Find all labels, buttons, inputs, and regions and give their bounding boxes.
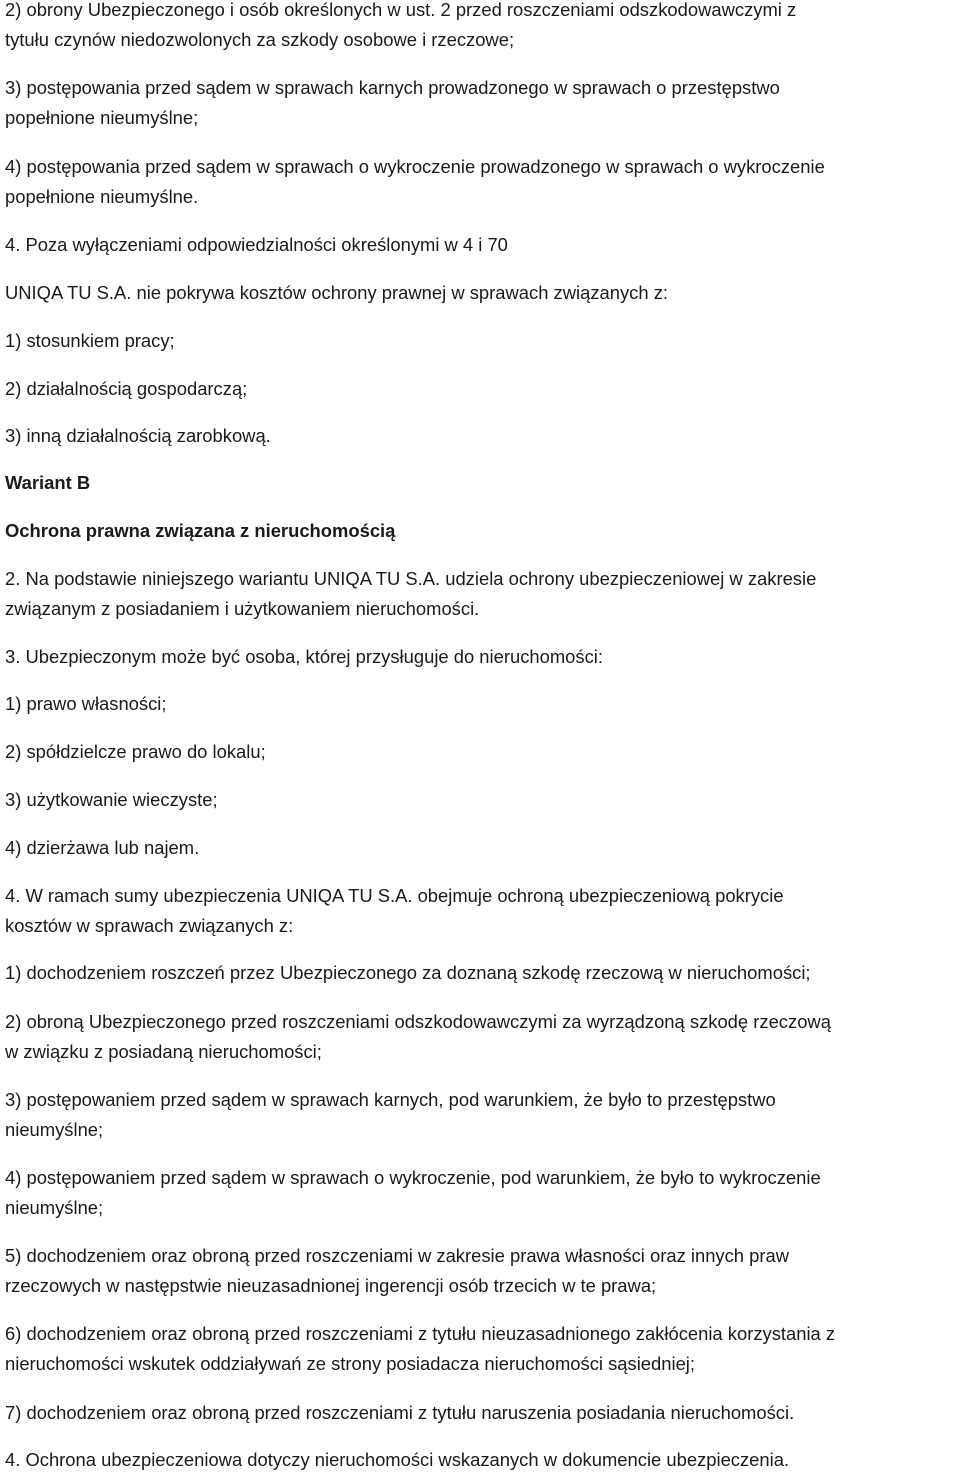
list-item: 2) obroną Ubezpieczonego przed roszczeniami odszkodowawczymi za wyrządzoną szkodę rzeczową — [5, 1011, 831, 1032]
list-item: 3) użytkowanie wieczyste; — [5, 789, 218, 810]
text-line: nieruchomości wskutek oddziaływań ze strony posiadacza nieruchomości sąsiedniej; — [5, 1353, 695, 1374]
text-line: 4. W ramach sumy ubezpieczenia UNIQA TU S.A. obejmuje ochroną ubezpieczeniową pokrycie — [5, 885, 784, 906]
list-item: 1) prawo własności; — [5, 693, 167, 714]
list-item: 5) dochodzeniem oraz obroną przed roszczeniami w zakresie prawa własności oraz innych praw — [5, 1245, 790, 1266]
text-line: 3) postępowania przed sądem w sprawach karnych prowadzonego w sprawach o przestępstwo — [5, 77, 780, 98]
list-item: 2) spółdzielcze prawo do lokalu; — [5, 741, 266, 762]
section-subheading: Ochrona prawna związana z nieruchomością — [5, 520, 396, 541]
list-item: 3) postępowaniem przed sądem w sprawach karnych, pod warunkiem, że było to przestępstwo — [5, 1089, 776, 1110]
text-line: związanym z posiadaniem i użytkowaniem nieruchomości. — [5, 598, 480, 619]
text-line: UNIQA TU S.A. nie pokrywa kosztów ochrony prawnej w sprawach związanych z: — [5, 282, 669, 303]
section-heading: Wariant B — [5, 472, 91, 493]
text-line: tytułu czynów niedozwolonych za szkody osobowe i rzeczowe; — [5, 29, 515, 50]
text-line: 4. Poza wyłączeniami odpowiedzialności określonymi w 4 i 70 — [5, 234, 508, 255]
text-line: w związku z posiadaną nieruchomości; — [5, 1041, 322, 1062]
text-line: 4) postępowania przed sądem w sprawach o wykroczenie prowadzonego w sprawach o wykroczenie — [5, 156, 825, 177]
text-line: popełnione nieumyślne; — [5, 107, 199, 128]
list-item: 1) dochodzeniem roszczeń przez Ubezpieczonego za doznaną szkodę rzeczową w nieruchomości; — [5, 962, 811, 983]
text-line: popełnione nieumyślne. — [5, 186, 199, 207]
text-line: rzeczowych w następstwie nieuzasadnionej ingerencji osób trzecich w te prawa; — [5, 1275, 657, 1296]
text-line: 2. Na podstawie niniejszego wariantu UNIQA TU S.A. udziela ochrony ubezpieczeniowej w zakresie — [5, 568, 817, 589]
text-line: kosztów w sprawach związanych z: — [5, 915, 294, 936]
text-line: 2) obrony Ubezpieczonego i osób określonych w ust. 2 przed roszczeniami odszkodowawczymi z — [5, 0, 797, 20]
list-item: 3) inną działalnością zarobkową. — [5, 425, 271, 446]
list-item: 7) dochodzeniem oraz obroną przed roszczeniami z tytułu naruszenia posiadania nieruchomości. — [5, 1402, 795, 1423]
list-item: 4) postępowaniem przed sądem w sprawach o wykroczenie, pod warunkiem, że było to wykroczenie — [5, 1167, 821, 1188]
list-item: 1) stosunkiem pracy; — [5, 330, 175, 351]
list-item: 4) dzierżawa lub najem. — [5, 837, 200, 858]
text-line: 3. Ubezpieczonym może być osoba, której przysługuje do nieruchomości: — [5, 646, 603, 667]
list-item: 6) dochodzeniem oraz obroną przed roszczeniami z tytułu nieuzasadnionego zakłócenia korzystania z — [5, 1323, 836, 1344]
list-item: 2) działalnością gospodarczą; — [5, 378, 248, 399]
text-line: nieumyślne; — [5, 1119, 104, 1140]
text-line: 4. Ochrona ubezpieczeniowa dotyczy nieruchomości wskazanych w dokumencie ubezpieczenia. — [5, 1449, 790, 1470]
text-line: nieumyślne; — [5, 1197, 104, 1218]
